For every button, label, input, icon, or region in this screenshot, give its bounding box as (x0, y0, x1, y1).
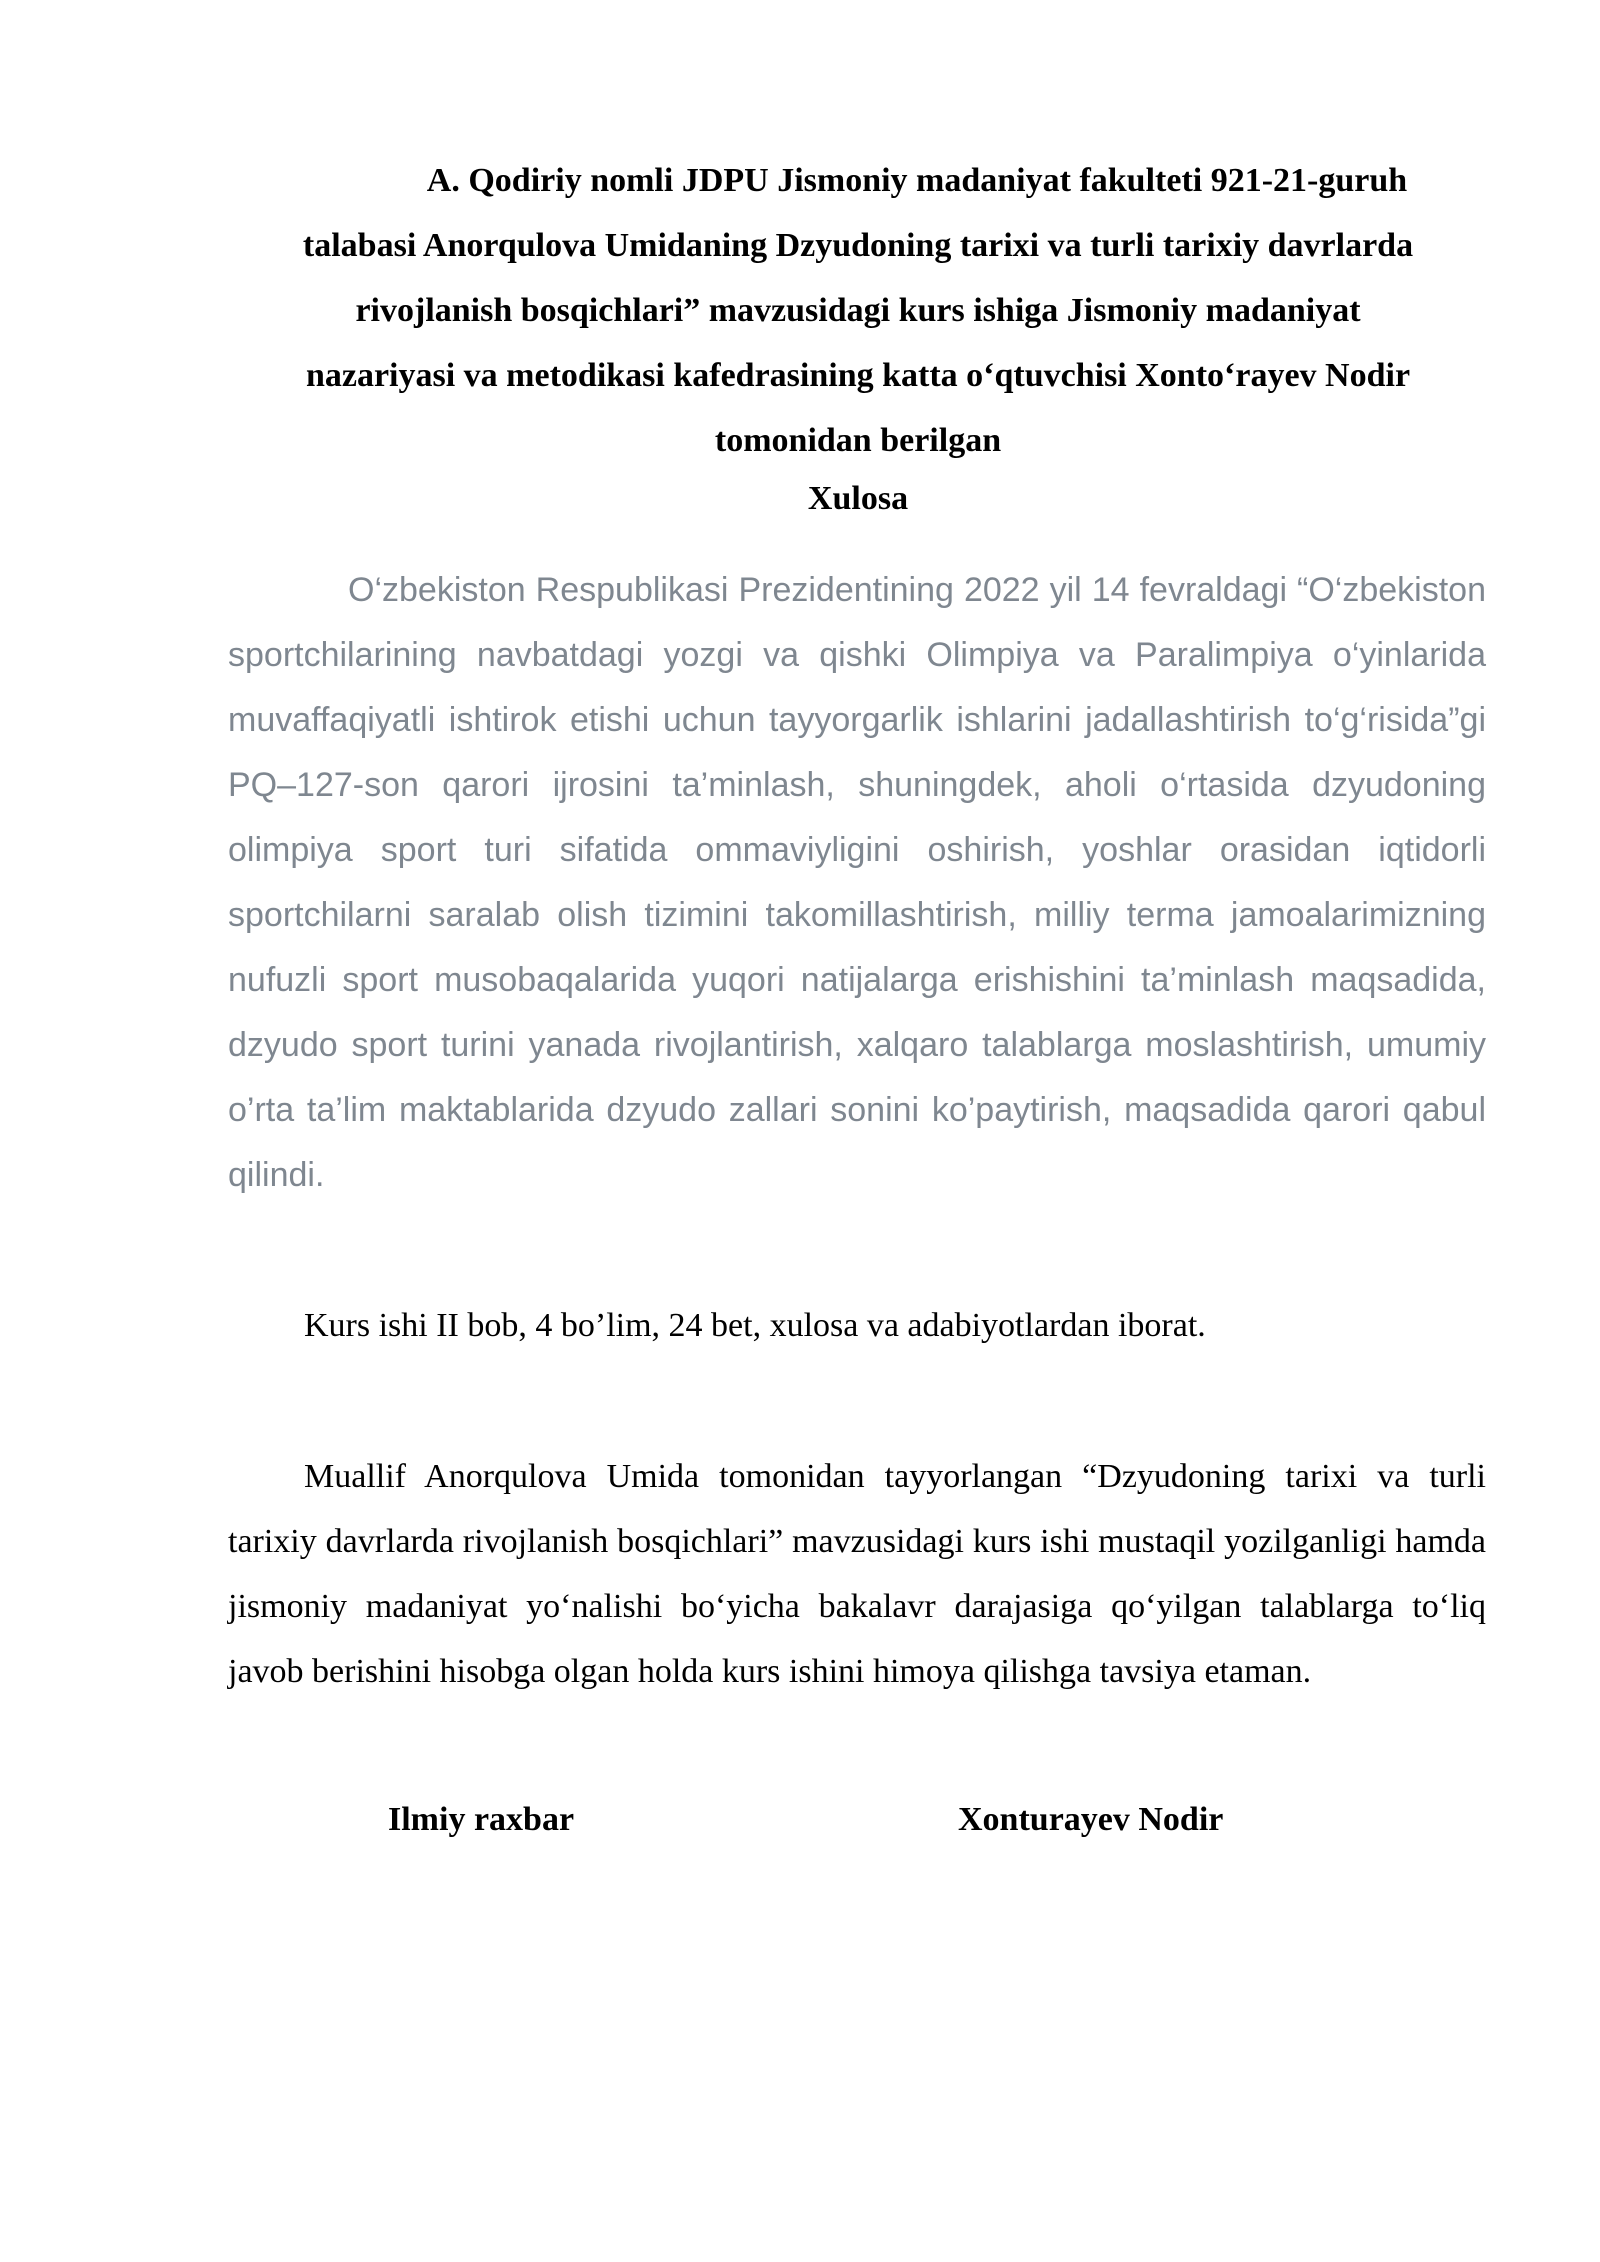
structure-summary: Kurs ishi II bob, 4 bo’lim, 24 bet, xulosa va adabiyotlardan iborat. (304, 1307, 1206, 1344)
document-heading (228, 148, 1488, 473)
heading-line-5: tomonidan berilgan (714, 422, 1002, 459)
recommendation-paragraph: Muallif Anorqulova Umida tomonidan tayyorlangan “Dzyudoning tarixi va turli tarixiy davrlarda rivojlanish bosqichlari” mavzusidagi kurs ishi mustaqil yozilganligi hamda jismoniy madaniyat yo‘nalishi bo‘yicha bakalavr darajasiga qo‘yilgan talablarga to‘liq javob berishini hisobga olgan holda kurs ishini himoya qilishga tavsiya etaman. (228, 1458, 1486, 1690)
decree-paragraph: O‘zbekiston Respublikasi Prezidentining 2022 yil 14 fevraldagi “O‘zbekiston sportchilarining navbatdagi yozgi va qishki Olimpiya va Paralimpiya o‘yinlarida muvaffaqiyatli ishtirok etishi uchun tayyorgarlik ishlarini jadallashtirish to‘g‘risida”gi PQ–127-son qarori ijrosini ta’minlash, shuningdek, aholi o‘rtasida dzyudoning olimpiya sport turi sifatida ommaviyligini oshirish, yoshlar orasidan iqtidorli sportchilarni saralab olish tizimini takomillashtirish, milliy terma jamoalarimizning nufuzli sport musobaqalarida yuqori natijalarga erishishini ta’minlash maqsadida, dzyudo sport turini yanada rivojlantirish, xalqaro talablarga moslashtirish, umumiy o’rta ta’lim maktablarida dzyudo zallari sonini ko’paytirish, maqsadida qarori qabul qilindi. (228, 571, 1486, 1194)
signature-title: Ilmiy raxbar (388, 1801, 575, 1838)
signature-name: Xonturayev Nodir (958, 1801, 1224, 1838)
heading-line-3: rivojlanish bosqichlari” mavzusidagi kurs ishiga Jismoniy madaniyat (355, 292, 1361, 329)
heading-line-4: nazariyasi va metodikasi kafedrasining katta o‘qtuvchisi Xonto‘rayev Nodir (305, 357, 1411, 394)
heading-line-1: A. Qodiriy nomli JDPU Jismoniy madaniyat fakulteti 921-21-guruh (426, 162, 1408, 199)
section-title: Xulosa (807, 480, 909, 517)
heading-line-2: talabasi Anorqulova Umidaning Dzyudoning tarixi va turli tarixiy davrlarda (302, 227, 1414, 264)
